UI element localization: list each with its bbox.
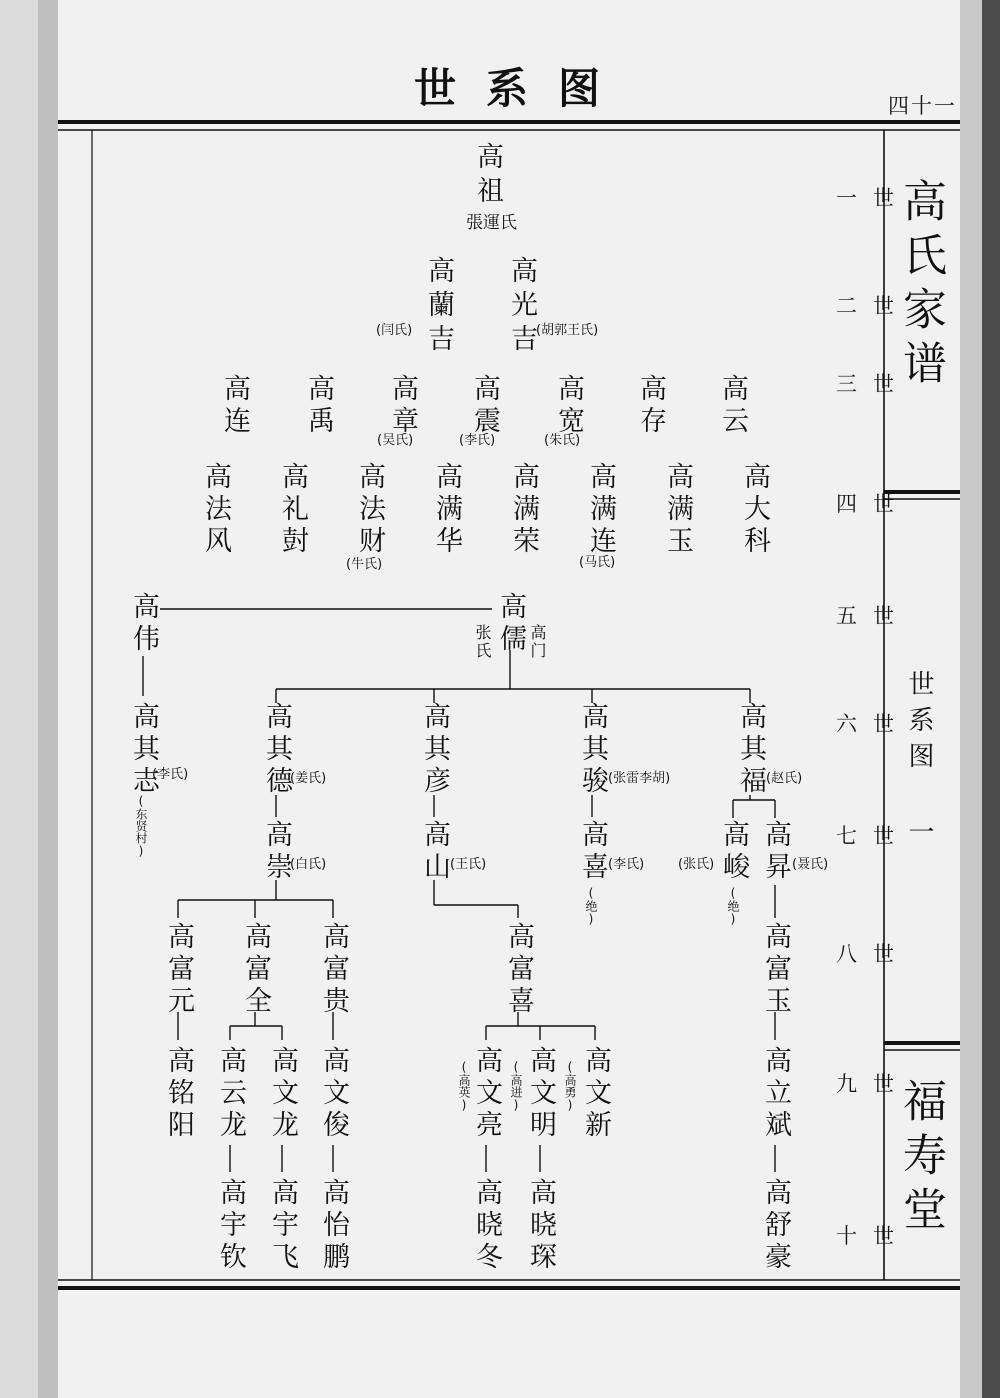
person-name: 高禹 [303,374,334,438]
spouse-label: (李氏) [459,433,496,448]
person-name: 高满玉 [662,462,693,558]
person-name: 高晓冬 [471,1178,502,1274]
person-name: 高文俊 [318,1046,349,1142]
generation-label: 十世 [836,1224,910,1248]
person-name: 高怡鹏 [318,1178,349,1274]
person-name: 高其德 [261,702,292,798]
spouse-label: (姜氏) [290,771,327,786]
spouse-label: (王氏) [450,857,487,872]
section-title: 世系图 一 [904,670,934,854]
generation-label: 五世 [836,604,910,628]
person-name: 高其福 [735,702,766,798]
spouse-label: (马氏) [579,555,616,570]
generation-label: 八世 [836,942,910,966]
page-number: 四十一 [888,94,957,118]
person-name: 高舒豪 [760,1178,791,1274]
spouse-label: (赵氏) [766,771,803,786]
hall-name: 福寿堂 [895,1078,946,1240]
person-name: 高文亮 [471,1046,502,1142]
residence-note: (东贤村) [134,794,148,858]
person-name: 高满连 [585,462,616,558]
person-name: 高文明 [525,1046,556,1142]
page-title: 世系图 [414,64,631,113]
person-name: 高富玉 [760,922,791,1018]
person-name: 高蘭吉 [423,256,454,358]
extinct-note: (绝) [584,886,598,926]
spouse-label: (吴氏) [377,433,414,448]
person-name: 高存 [635,374,666,438]
person-name: 高震 [469,374,500,438]
person-name: 高云 [717,374,748,438]
alias-note: (高进) [509,1060,523,1112]
person-name: 高立斌 [760,1046,791,1142]
spouse-label: 张氏 [473,624,492,660]
person-name: 高喜 [577,820,608,884]
person-name: 高其志 [128,702,159,798]
person-name: 高连 [219,374,250,438]
person-name: 高富贵 [318,922,349,1018]
spouse-label: (白氏) [290,857,327,872]
generation-label: 二世 [836,294,910,318]
person-name: 高昇 [760,820,791,884]
person-name: 高文新 [580,1046,611,1142]
spouse-label: (胡郭王氏) [536,323,599,338]
person-name: 高宽 [553,374,584,438]
generation-label: 三世 [836,372,910,396]
person-name: 高富喜 [503,922,534,1018]
spouse-label: 張運氏 [466,213,517,233]
person-name: 高儒 [495,592,526,656]
person-name: 高文龙 [267,1046,298,1142]
spouse-label: (聂氏) [792,857,829,872]
person-name: 高章 [387,374,418,438]
spouse-label: (李氏) [152,767,189,782]
person-name: 高铭阳 [163,1046,194,1142]
person-name: 高满华 [431,462,462,558]
person-name: 高山 [419,820,450,884]
spouse-label: (闫氏) [376,323,413,338]
person-name: 高礼尌 [277,462,308,558]
person-name: 高祖 [472,142,503,210]
person-name: 高其骏 [577,702,608,798]
spouse-label: (李氏) [608,857,645,872]
person-name: 高晓琛 [525,1178,556,1274]
generation-label: 七世 [836,824,910,848]
alias-note: (高英) [457,1060,471,1112]
family-title: 高氏家谱 [895,178,946,394]
person-name: 高伟 [128,592,159,656]
spouse-label: (张雷李胡) [608,771,671,786]
extinct-note: (绝) [726,886,740,926]
person-name: 高云龙 [215,1046,246,1142]
alias-note: (高勇) [563,1060,577,1112]
person-name: 高法财 [354,462,385,558]
person-name: 高法风 [200,462,231,558]
person-name: 高光吉 [506,256,537,358]
person-name: 高满荣 [508,462,539,558]
person-name: 高其彦 [419,702,450,798]
spouse-label: (牛氏) [346,557,383,572]
generation-label: 六世 [836,712,910,736]
person-name: 高崇 [261,820,292,884]
spouse-label: (朱氏) [544,433,581,448]
generation-label: 九世 [836,1072,910,1096]
spouse-label: 高门 [528,624,547,660]
spouse-label: (张氏) [678,857,715,872]
person-name: 高大科 [739,462,770,558]
person-name: 高富元 [163,922,194,1018]
person-name: 高宇钦 [215,1178,246,1274]
person-name: 高宇飞 [267,1178,298,1274]
person-name: 高峻 [718,820,749,884]
generation-label: 一世 [836,186,910,210]
person-name: 高富全 [240,922,271,1018]
generation-label: 四世 [836,492,910,516]
